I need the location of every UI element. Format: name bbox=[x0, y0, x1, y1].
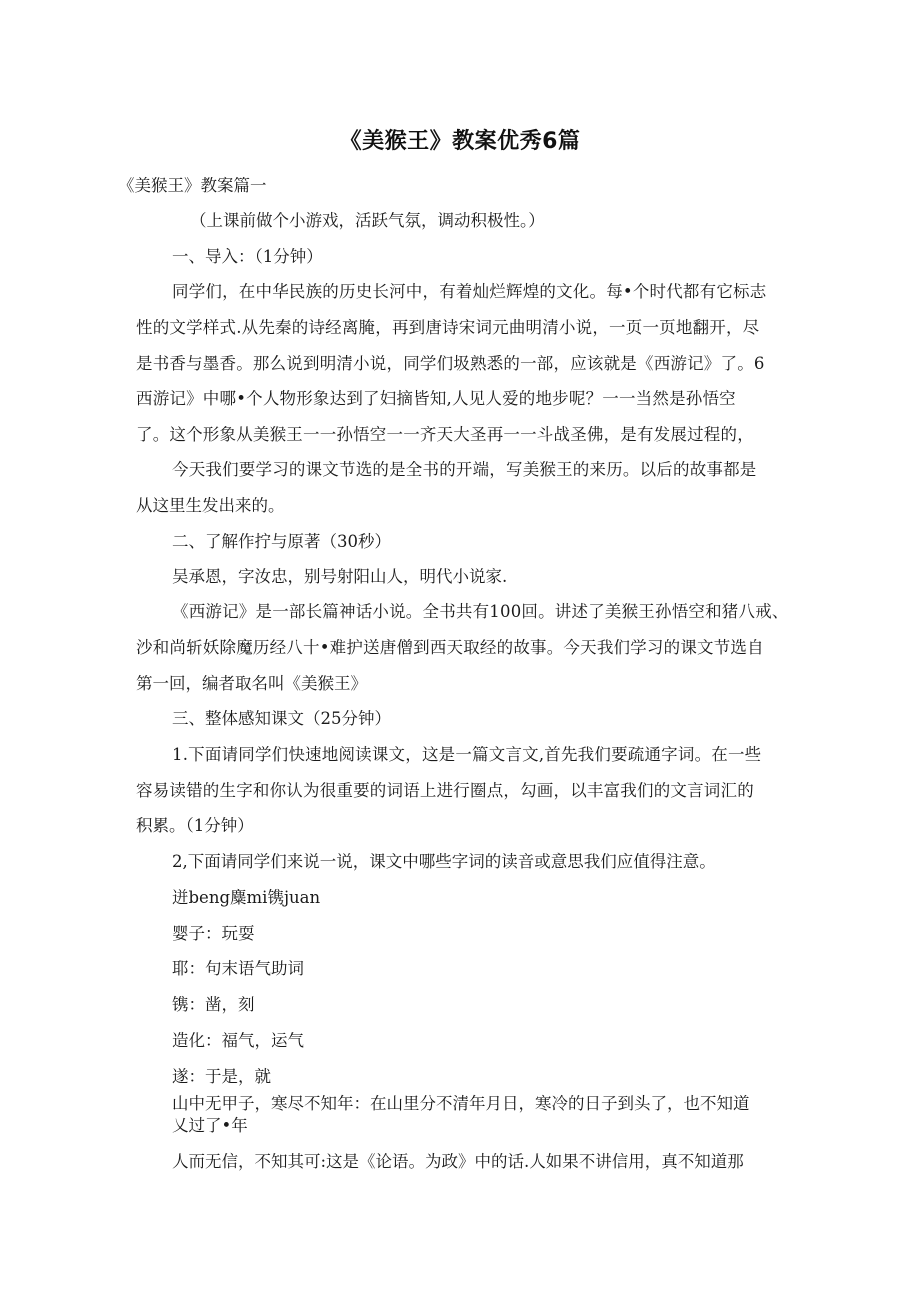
paragraph-line: （上课前做个小游戏，活跃气氛，调动积极性。） bbox=[190, 211, 545, 230]
paragraph-line: 第一回，编者取名叫《美猴王》 bbox=[136, 674, 367, 693]
paragraph-line: 2,下面请同学们来说一说，课文中哪些字词的读音或意思我们应值得注意。 bbox=[172, 852, 716, 871]
page-title: 《美猴王》教案优秀6篇 bbox=[339, 129, 581, 154]
vocab-item: 遂：于是，就 bbox=[172, 1067, 271, 1086]
vocab-item: 婴子：玩耍 bbox=[172, 924, 255, 943]
subheading: 三、整体感知课文（25分钟） bbox=[172, 709, 391, 728]
paragraph-line: 同学们，在中华民族的历史长河中，有着灿烂辉煌的文化。每•个时代都有它标志 bbox=[172, 282, 767, 301]
paragraph-line: 山中无甲子，寒尽不知年：在山里分不清年月日，寒冷的日子到头了，也不知道 bbox=[172, 1094, 750, 1113]
paragraph-line: 性的文学样式.从先秦的诗经离腌，再到唐诗宋词元曲明清小说，一页一页地翻开，尽 bbox=[136, 318, 760, 337]
subheading: 一、导入：（1分钟） bbox=[172, 247, 323, 266]
paragraph-line: 容易读错的生字和你认为很重要的词语上进行圈点，勾画，以丰富我们的文言词汇的 bbox=[136, 781, 754, 800]
vocab-item: 耶：句末语气助词 bbox=[172, 959, 304, 978]
paragraph-line: 了。这个形象从美猴王一一孙悟空一一齐天大圣再一一斗战圣佛，是有发展过程的， bbox=[136, 425, 754, 444]
paragraph-line: 沙和尚斩妖除魔历经八十•难护送唐僧到西天取经的故事。今天我们学习的课文节选自 bbox=[136, 638, 764, 657]
paragraph-line: 吴承恩，字汝忠，别号射阳山人，明代小说家. bbox=[172, 567, 508, 586]
section-heading: 《美猴王》教案篇一 bbox=[118, 176, 267, 195]
paragraph-line: 乂过了•年 bbox=[172, 1116, 248, 1135]
paragraph-line: 从这里生发出来的。 bbox=[136, 496, 285, 515]
paragraph-line: 人而无信，不知其可:这是《论语。为政》中的话.人如果不讲信用，真不知道那 bbox=[172, 1152, 744, 1171]
vocab-item: 镌：凿，刻 bbox=[172, 995, 255, 1014]
paragraph-line: 积累。（1分钟） bbox=[136, 816, 254, 835]
paragraph-line: 今天我们要学习的课文节选的是全书的开端，写美猴王的来历。以后的故事都是 bbox=[172, 460, 757, 479]
subheading: 二、了解作拧与原著（30秒） bbox=[172, 532, 391, 551]
paragraph-line: 西游记》中哪•个人物形象达到了妇摘皆知,人见人爱的地步呢？一一当然是孙悟空 bbox=[136, 389, 736, 408]
paragraph-line: 《西游记》是一部长篇神话小说。全书共有100回。讲述了美猴王孙悟空和猪八戒、 bbox=[172, 602, 789, 621]
paragraph-line: 1.下面请同学们快速地阅读课文，这是一篇文言文,首先我们要疏通字词。在一些 bbox=[172, 745, 762, 764]
vocab-pronunciation: 迸beng麋mi镌juan bbox=[172, 888, 321, 907]
vocab-item: 造化：福气，运气 bbox=[172, 1031, 304, 1050]
paragraph-line: 是书香与墨香。那么说到明清小说，同学们圾熟悉的一部，应该就是《西游记》了。6 bbox=[136, 354, 765, 373]
